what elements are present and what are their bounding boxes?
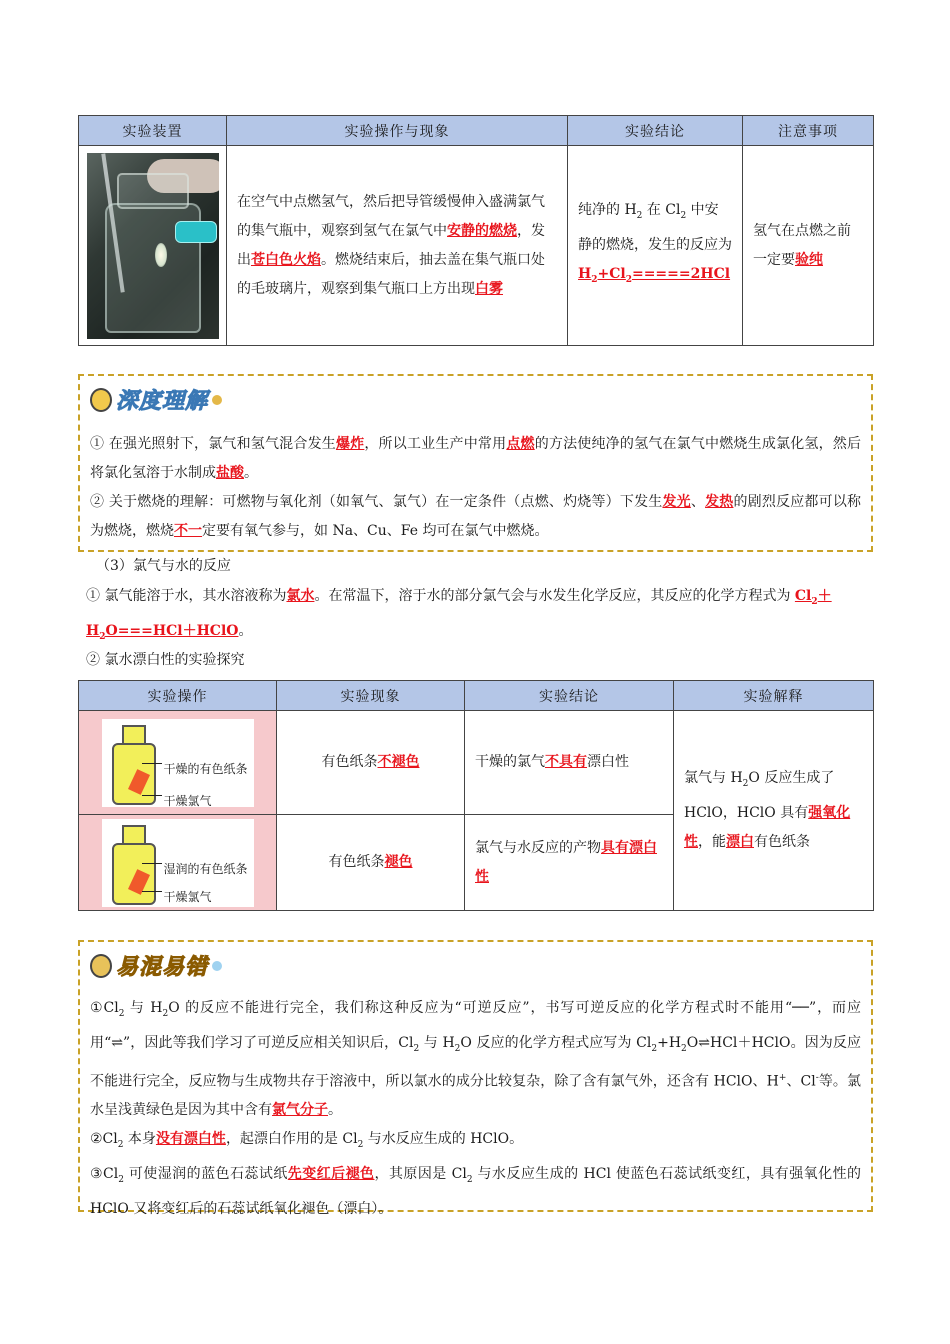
subscript: 2 (680, 211, 687, 221)
bleaching-experiment-table (78, 680, 874, 911)
answer: 盐酸 (216, 465, 244, 481)
section-heading: （3）氯气与水的反应 (96, 558, 231, 574)
common-mistakes-badge (90, 950, 222, 981)
deep-understanding-box (78, 374, 873, 552)
deep-understanding-badge (90, 384, 222, 415)
text: 等。氯水呈浅黄绿色是因为其中含有 (90, 1073, 861, 1119)
answer: 没有漂白性 (155, 1131, 226, 1148)
op-text: 。燃烧结束后，抽去盖在集气瓶口处的毛玻璃片，观察到集气瓶口上方出现 (237, 251, 545, 297)
op-answer-3: 白雾 (475, 280, 503, 297)
strip-label: 湿润的有色纸条 (163, 861, 248, 876)
op-answer-2: 苍白色火焰 (251, 251, 321, 268)
wet-strip-diagram-cell (79, 815, 277, 911)
text: 与 H (124, 1000, 163, 1016)
explanation-cell (674, 711, 874, 911)
wet-strip-jar-diagram (102, 819, 254, 907)
text: 漂白性 (587, 754, 629, 770)
text: 的方法使纯净的氢气在氯气中燃烧生成氯化氢，然后将氯化氢溶于水制成 (90, 436, 861, 481)
text: 有色纸条 (321, 754, 378, 770)
text: 。 (244, 465, 258, 481)
text: O 反应生成了 HClO，HClO 具有 (684, 770, 835, 821)
text: ① 氯气能溶于水，其水溶液称为 (86, 588, 287, 604)
answer: 不褪色 (377, 754, 420, 770)
subscript: 2 (99, 631, 106, 642)
eq-part: Cl (794, 588, 812, 604)
text: ② 关于燃烧的理解：可燃物与氧化剂（如氧气、氯气）在一定条件（点燃、灼烧等）下发生 (90, 494, 663, 510)
note-text: 氢气在点燃之前一定要 (753, 222, 851, 268)
answer: 先变红后褪色 (287, 1166, 375, 1183)
answer: 点燃 (506, 436, 535, 452)
text: ，能 (698, 833, 726, 850)
row2-phenomenon (277, 815, 465, 911)
eq-part: H (578, 266, 592, 282)
row1-phenomenon (277, 711, 465, 815)
text: 定要有氧气参与，如 Na、Cu、Fe 均可在氯气中燃烧。 (202, 523, 549, 539)
subscript: 2 (466, 1174, 473, 1185)
text: +H (657, 1034, 682, 1051)
subscript: 2 (811, 596, 818, 607)
box-title: 易混易错 (116, 955, 209, 980)
subscript: 2 (357, 1140, 364, 1151)
text: 有色纸条 (754, 833, 810, 850)
deep-understanding-text (90, 430, 861, 546)
superscript: + (778, 1072, 787, 1083)
answer: 漂白 (726, 833, 754, 850)
answer: 氯气分子 (272, 1102, 328, 1119)
text: ，其原因是 Cl (374, 1166, 467, 1183)
conc-text: 中安静的燃烧，发生的反应为 (578, 202, 732, 253)
subscript: 2 (681, 1043, 687, 1054)
subscript: 2 (162, 1008, 169, 1019)
text: 的剧烈反应都可以称为燃烧，燃烧 (90, 494, 862, 539)
deep-point-1 (90, 430, 861, 488)
table1-header-notes: 注意事项 (743, 116, 874, 146)
subscript: 2 (742, 778, 749, 789)
text: 、Cl (786, 1073, 816, 1090)
section-paragraph-2: ② 氯水漂白性的实验探究 (86, 652, 245, 668)
eq-part: =====2HCl (631, 266, 731, 282)
eq-part: +Cl (597, 266, 626, 282)
text: 氯气与水反应的产物 (475, 839, 601, 856)
text: O⇌HCl＋HClO。因为反应不能进行完全，反应物与生成物共存于溶液中，所以氯水的成分比较复杂，除了含有氯气外，还含有 HClO、H (90, 1034, 862, 1090)
notes-cell (743, 146, 874, 346)
dry-strip-jar-diagram (102, 719, 254, 807)
subscript: 2 (636, 211, 643, 221)
subscript: 2 (591, 274, 598, 285)
hydrogen-burning-photo (87, 153, 219, 339)
subscript: 2 (118, 1008, 125, 1019)
answer: 氯水 (286, 588, 315, 604)
subscript: 2 (454, 1043, 461, 1054)
answer: 具有漂白性 (475, 839, 657, 885)
text: 与水反应生成的 HCl 使蓝色石蕊试纸变红，具有强氧化性的 HClO 又将变红后的石蕊试纸氧化褪色（漂白）。 (90, 1166, 862, 1217)
answer: 不具有 (545, 754, 587, 770)
text: 有色纸条 (328, 854, 385, 870)
mistake-point-1 (90, 994, 861, 1125)
text: ，所以工业生产中常用 (364, 436, 507, 452)
subscript: 2 (413, 1043, 420, 1054)
text: ③Cl (90, 1166, 119, 1183)
box-title: 深度理解 (116, 389, 209, 414)
bulb-icon (212, 395, 222, 405)
subscript: 2 (117, 1140, 124, 1151)
equation-h2-cl2 (578, 266, 731, 285)
table2-header-conclusion: 实验结论 (465, 681, 674, 711)
text: 、 (690, 494, 706, 510)
subscript: 2 (651, 1043, 658, 1054)
table1-header-apparatus: 实验装置 (79, 116, 227, 146)
conc-text: 在 Cl (642, 202, 681, 219)
deep-point-2 (90, 488, 861, 546)
section-paragraph-1 (86, 582, 866, 652)
dry-strip-diagram-cell (79, 711, 277, 815)
strip-label: 干燥的有色纸条 (163, 761, 248, 776)
text: ①Cl (90, 1000, 119, 1016)
text: ，起漂白作用的是 Cl (225, 1131, 358, 1148)
note-answer: 验纯 (795, 251, 823, 268)
badge-dot-icon (212, 961, 222, 971)
mistake-point-2 (90, 1125, 861, 1160)
text: 干燥的氯气 (475, 754, 545, 770)
mascot-icon (90, 954, 112, 978)
subscript: 2 (118, 1174, 124, 1185)
table2-header-phenomenon: 实验现象 (277, 681, 465, 711)
text: 。 (238, 622, 253, 639)
table1-header-operation: 实验操作与现象 (227, 116, 568, 146)
gas-label: 干燥氯气 (163, 793, 212, 808)
op-answer-1: 安静的燃烧 (447, 222, 517, 239)
text: ① 在强光照射下，氯气和氢气混合发生 (90, 436, 336, 452)
answer: 强氧化性 (684, 804, 851, 850)
answer: 爆炸 (335, 436, 365, 452)
common-mistakes-text (90, 994, 861, 1224)
subscript: 2 (625, 274, 632, 285)
mistake-point-3 (90, 1160, 861, 1224)
row2-conclusion (465, 815, 674, 911)
eq-part: ＋H (86, 588, 832, 639)
answer: 不一 (174, 523, 202, 539)
text: 。在常温下，溶于水的部分氯气会与水发生化学反应，其反应的化学方程式为 (314, 588, 795, 604)
text: 可使湿润的蓝色石蕊试纸 (123, 1166, 288, 1183)
mascot-icon (90, 388, 112, 412)
table1-header-conclusion: 实验结论 (568, 116, 743, 146)
text: 。 (328, 1102, 342, 1119)
text: O 反应的化学方程式应写为 Cl (460, 1034, 652, 1051)
conc-text: 纯净的 H (578, 202, 637, 219)
superscript: - (815, 1072, 819, 1083)
text: ②Cl (90, 1131, 118, 1148)
common-mistakes-box (78, 940, 873, 1217)
text: 与 H (419, 1034, 455, 1051)
op-text: ，发出 (237, 222, 545, 268)
table2-header-explanation: 实验解释 (674, 681, 874, 711)
operation-cell (227, 146, 568, 346)
text: 与水反应生成的 HClO。 (363, 1131, 524, 1148)
answer: 发光 (662, 494, 691, 510)
experiment-table-1 (78, 115, 874, 346)
eq-part: O===HCl＋HClO (105, 622, 239, 639)
apparatus-cell (79, 146, 227, 346)
row1-conclusion (465, 711, 674, 815)
op-text: 在空气中点燃氢气，然后把导管缓慢伸入盛满氯气的集气瓶中，观察到氢气在氯气中 (237, 193, 545, 239)
text: O 的反应不能进行完全，我们称这种反应为“可逆反应”，书写可逆反应的化学方程式时不能用“──”，而应用“⇌”，因此等我们学习了可逆反应相关知识后，Cl (90, 1000, 862, 1051)
answer: 褪色 (384, 854, 413, 870)
conclusion-cell (568, 146, 743, 346)
text: 本身 (123, 1131, 156, 1148)
gas-label: 干燥氯气 (163, 889, 212, 904)
text: 氯气与 H (684, 770, 743, 787)
table2-header-operation: 实验操作 (79, 681, 277, 711)
answer: 发热 (705, 494, 734, 510)
